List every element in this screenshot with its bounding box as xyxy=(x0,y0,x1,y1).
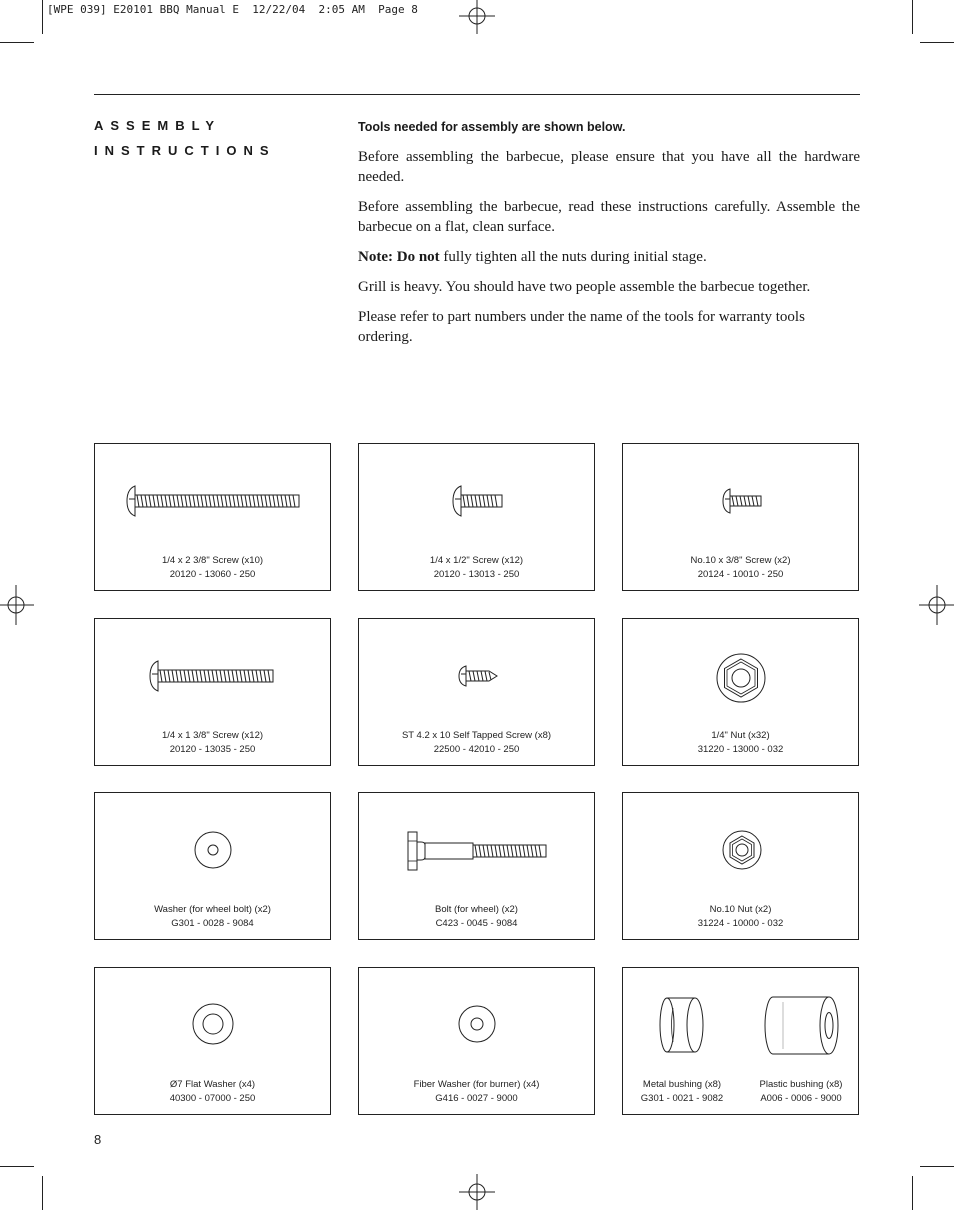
section-heading xyxy=(94,113,276,163)
part-code: C423 - 0045 - 9084 xyxy=(435,918,518,929)
part-caption xyxy=(359,903,594,931)
part-tile xyxy=(94,618,331,766)
part-name: Plastic bushing (x8) xyxy=(759,1079,843,1090)
crop-mark-bottom-right-v xyxy=(912,1176,913,1210)
tools-lead: Tools needed for assembly are shown below. xyxy=(358,120,626,134)
part-code: G301 - 0021 - 9082 xyxy=(640,1093,724,1104)
part-code: 20120 - 13035 - 250 xyxy=(169,744,256,755)
part-name: 1/4 x 1 3/8" Screw (x12) xyxy=(161,730,264,741)
part-name: 1/4 x 1/2" Screw (x12) xyxy=(429,555,524,566)
part-caption xyxy=(95,729,330,757)
crop-mark-top-left-h xyxy=(0,42,34,43)
bushing-caption-plastic xyxy=(742,1078,860,1106)
intro-paragraph-hardware: Before assembling the barbecue, please ensure that you have all the hardware needed. xyxy=(358,149,860,185)
part-name: Fiber Washer (for burner) (x4) xyxy=(413,1079,540,1090)
part-name: Ø7 Flat Washer (x4) xyxy=(169,1079,256,1090)
part-name: ST 4.2 x 10 Self Tapped Screw (x8) xyxy=(401,730,552,741)
part-name: 1/4 x 2 3/8" Screw (x10) xyxy=(161,555,264,566)
part-name: 1/4" Nut (x32) xyxy=(711,730,770,741)
part-name: Washer (for wheel bolt) (x2) xyxy=(154,904,271,915)
note-text: fully tighten all the nuts during initial stage. xyxy=(439,249,707,265)
bushing-caption-metal xyxy=(623,1078,741,1106)
hardware-grid xyxy=(94,443,861,1116)
part-tile xyxy=(622,443,859,591)
part-code: G301 - 0028 - 9084 xyxy=(171,918,254,929)
intro-paragraph-two-people: Grill is heavy. You should have two people assemble the barbecue together. xyxy=(358,279,811,295)
registration-mark-bottom xyxy=(457,1172,497,1212)
part-code: 31220 - 13000 - 032 xyxy=(697,744,784,755)
crop-mark-bottom-left-v xyxy=(42,1176,43,1210)
part-code: 31224 - 10000 - 032 xyxy=(697,918,784,929)
part-code: 40300 - 07000 - 250 xyxy=(169,1093,256,1104)
part-code: A006 - 0006 - 9000 xyxy=(760,1093,842,1104)
part-tile xyxy=(94,967,331,1115)
part-tile xyxy=(622,618,859,766)
crop-mark-top-right-v xyxy=(912,0,913,34)
part-caption xyxy=(95,554,330,582)
part-code: G416 - 0027 - 9000 xyxy=(435,1093,518,1104)
registration-mark-top xyxy=(457,0,497,36)
part-caption xyxy=(359,729,594,757)
crop-mark-bottom-left-h xyxy=(0,1166,34,1167)
section-heading-line-2: INSTRUCTIONS xyxy=(94,143,276,158)
part-caption xyxy=(623,554,858,582)
crop-mark-top-left-v xyxy=(42,0,43,34)
part-caption xyxy=(623,729,858,757)
printer-slug-line: [WPE 039] E20101 BBQ Manual E 12/22/04 2:05 AM Page 8 xyxy=(47,3,418,16)
part-tile xyxy=(94,443,331,591)
part-tile xyxy=(358,443,595,591)
part-code: 22500 - 42010 - 250 xyxy=(433,744,520,755)
part-tile xyxy=(358,967,595,1115)
registration-mark-left xyxy=(0,585,36,625)
part-name: Metal bushing (x8) xyxy=(642,1079,722,1090)
part-tile xyxy=(622,792,859,940)
page-number: 8 xyxy=(94,1132,102,1147)
part-code: 20120 - 13013 - 250 xyxy=(433,569,520,580)
part-caption xyxy=(623,903,858,931)
intro-text xyxy=(358,117,860,357)
part-code: 20120 - 13060 - 250 xyxy=(169,569,256,580)
bushing-tile xyxy=(622,967,859,1115)
header-rule xyxy=(94,94,860,95)
note-label: Note: Do not xyxy=(358,249,440,265)
part-code: 20124 - 10010 - 250 xyxy=(697,569,784,580)
intro-paragraph-read-instructions: Before assembling the barbecue, read these instructions carefully. Assemble the barbecue on a flat, clean surface. xyxy=(358,199,860,235)
part-tile xyxy=(358,792,595,940)
part-tile xyxy=(94,792,331,940)
section-heading-line-1: ASSEMBLY xyxy=(94,118,222,133)
crop-mark-top-right-h xyxy=(920,42,954,43)
part-tile xyxy=(358,618,595,766)
part-caption xyxy=(359,554,594,582)
intro-paragraph-note xyxy=(358,247,860,267)
part-caption xyxy=(359,1078,594,1106)
part-name: Bolt (for wheel) (x2) xyxy=(435,904,518,915)
intro-paragraph-part-numbers: Please refer to part numbers under the name of the tools for warranty tools ordering. xyxy=(358,309,805,345)
part-caption xyxy=(95,903,330,931)
part-name: No.10 Nut (x2) xyxy=(709,904,772,915)
registration-mark-right xyxy=(917,585,954,625)
crop-mark-bottom-right-h xyxy=(920,1166,954,1167)
part-name: No.10 x 3/8" Screw (x2) xyxy=(690,555,791,566)
part-caption xyxy=(95,1078,330,1106)
